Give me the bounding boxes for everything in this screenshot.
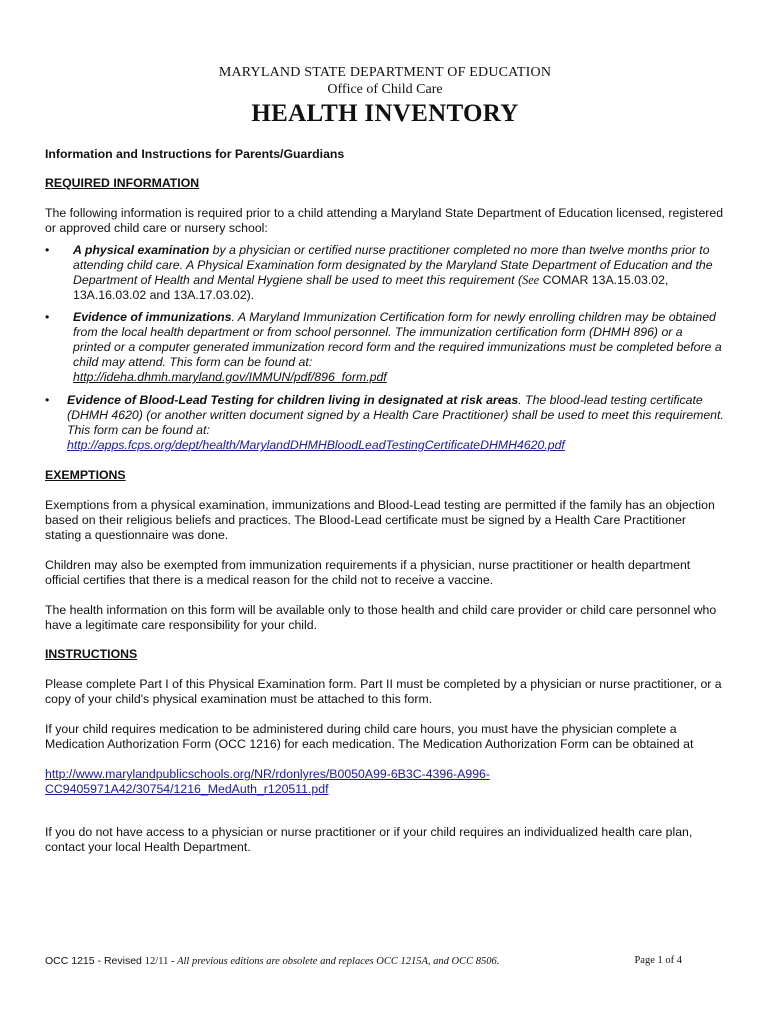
footer-note: All previous editions are obsolete and replaces OCC 1215A, and OCC 8506. (177, 956, 500, 967)
footer-form-info (45, 955, 499, 967)
office-name: Office of Child Care (327, 82, 443, 97)
exemptions-paragraph-3: The health information on this form will be available only to those health and child care provider or child care personnel who have a legitimate care responsibility for your child. (45, 603, 717, 632)
bullet-lead: Evidence of immunizations (73, 310, 232, 324)
bullet-lead: Evidence of Blood-Lead Testing for children living in designated at risk areas (67, 393, 519, 407)
instructions-paragraph-3: If you do not have access to a physician or nurse practitioner or if your child requires an individualized health care plan, contact your local Health Department. (45, 825, 693, 854)
bullet-text: by a physician or certified nurse practitioner completed no more than twelve months prior to attending child care. A Physical Examination form designated by the Maryland State Department of Education and the Department of Health and Mental Hygiene shall be used to meet this requirement ( (73, 243, 713, 287)
blood-lead-form-link[interactable]: http://apps.fcps.org/dept/health/MarylandDHMHBloodLeadTestingCertificateDHMH4620.pdf (67, 438, 565, 452)
required-intro-paragraph: The following information is required prior to a child attending a Maryland State Department of Education licensed, registered or approved child care or nursery school: (45, 206, 724, 235)
footer-revision: 12/11 - (144, 956, 178, 967)
bullet-icon: • (45, 393, 50, 407)
page-number: Page 1 of 4 (634, 955, 682, 966)
department-name: MARYLAND STATE DEPARTMENT OF EDUCATION (218, 65, 552, 80)
instructions-paragraph-2: If your child requires medication to be administered during child care hours, you must have the physician complete a Medication Authorization Form (OCC 1216) for each medication. The Medication Authorization Form can be obtained at (45, 722, 694, 751)
page-title: HEALTH INVENTORY (251, 100, 519, 127)
bullet-tail: COMAR 13A.15.03.02, 13A.16.03.02 and 13A.17.03.02). (73, 273, 669, 302)
required-information-heading: REQUIRED INFORMATION (45, 176, 200, 190)
exemptions-heading: EXEMPTIONS (45, 468, 126, 482)
exemptions-paragraph-2: Children may also be exempted from immunization requirements if a physician, nurse practitioner or health department official certifies that there is a medical reason for the child not to receive a vaccine. (45, 558, 691, 587)
footer-form-number: OCC 1215 - Revised (45, 955, 145, 967)
bullet-lead: A physical examination (73, 243, 210, 257)
bullet-see: See (522, 273, 540, 287)
immunization-form-link[interactable]: http://ideha.dhmh.maryland.gov/IMMUN/pdf/896_form.pdf (73, 370, 387, 384)
bullet-text: . A Maryland Immunization Certification form for newly enrolling children may be obtained from the local health department or from school personnel. The immunization certification form (DHMH 896) or a printed or a computer generated immunization record form and the required immunizations must be completed before a child may attend. This form can be found at: (73, 310, 722, 369)
instructions-paragraph-1: Please complete Part I of this Physical Examination form. Part II must be completed by a physician or nurse practitioner, or a copy of your child's physical examination must be attached to this form. (45, 677, 722, 706)
instructions-heading: INSTRUCTIONS (45, 647, 138, 661)
medication-form-link[interactable] (45, 767, 725, 797)
exemptions-paragraph-1: Exemptions from a physical examination, immunizations and Blood-Lead testing are permitted if the family has an objection based on their religious beliefs and practices. The Blood-Lead certificate must be signed by a Health Care Practitioner stating a questionnaire was done. (45, 498, 715, 542)
medication-link-line-2[interactable]: CC9405971A42/30754/1216_MedAuth_r120511.pdf (45, 782, 329, 796)
intro-subtitle: Information and Instructions for Parents/Guardians (45, 147, 345, 161)
bullet-text: . The blood-lead testing certificate (DHMH 4620) (or another written document signed by a Health Care Practitioner) shall be used to meet this requirement. This form can be found at: (67, 393, 724, 437)
bullet-icon: • (45, 243, 50, 257)
bullet-icon: • (45, 310, 50, 324)
medication-link-line-1[interactable]: http://www.marylandpublicschools.org/NR/rdonlyres/B0050A99-6B3C-4396-A996- (45, 767, 490, 781)
